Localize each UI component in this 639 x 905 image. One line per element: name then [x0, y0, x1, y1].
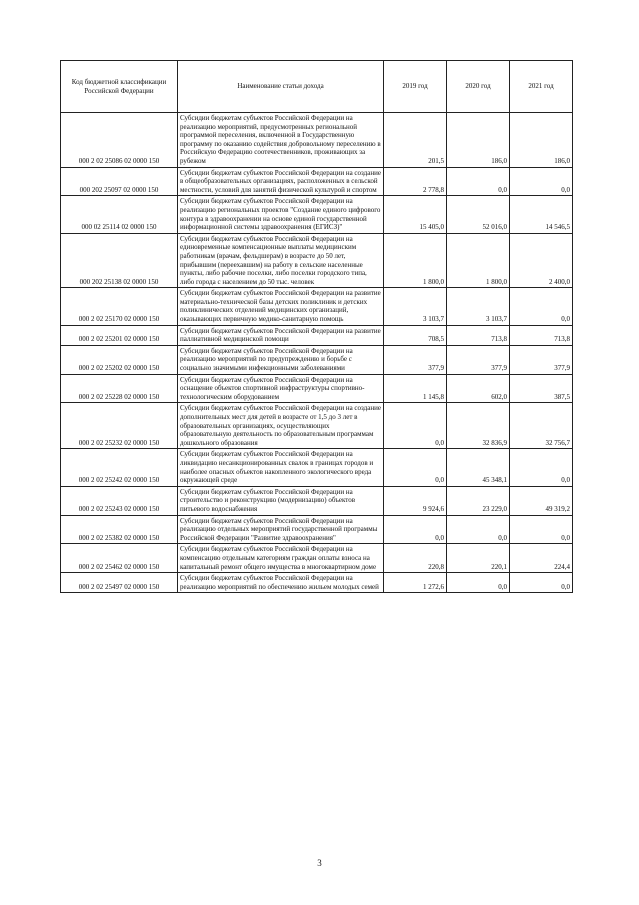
row-value-2020: 377,9 — [447, 345, 510, 374]
row-code: 000 2 02 25201 02 0000 150 — [61, 325, 178, 345]
row-value-2019: 9 924,6 — [384, 486, 447, 515]
table-row — [61, 544, 573, 573]
row-code: 000 2 02 25086 02 0000 150 — [61, 113, 178, 168]
row-value-2021: 186,0 — [510, 113, 573, 168]
table-row — [61, 449, 573, 486]
table-row — [61, 374, 573, 403]
header-name: Наименование статьи дохода — [178, 61, 384, 113]
row-value-2020: 52 016,0 — [447, 196, 510, 233]
row-code: 000 202 25097 02 0000 150 — [61, 167, 178, 196]
row-value-2021: 224,4 — [510, 544, 573, 573]
row-value-2021: 14 546,5 — [510, 196, 573, 233]
row-value-2021: 32 756,7 — [510, 403, 573, 449]
row-value-2020: 1 800,0 — [447, 233, 510, 288]
row-code: 000 2 02 25462 02 0000 150 — [61, 544, 178, 573]
row-name: Субсидии бюджетам субъектов Российской Федерации на создание в общеобразовательных организациях, расположенных в сельской местности, условий для занятий физической культурой и спортом — [178, 167, 384, 196]
row-value-2021: 387,5 — [510, 374, 573, 403]
row-value-2021: 0,0 — [510, 288, 573, 325]
row-value-2020: 23 229,0 — [447, 486, 510, 515]
row-value-2020: 32 836,9 — [447, 403, 510, 449]
row-value-2019: 0,0 — [384, 515, 447, 544]
row-value-2020: 0,0 — [447, 573, 510, 593]
row-code: 000 2 02 25242 02 0000 150 — [61, 449, 178, 486]
row-code: 000 2 02 25228 02 0000 150 — [61, 374, 178, 403]
row-value-2021: 0,0 — [510, 515, 573, 544]
row-name: Субсидии бюджетам субъектов Российской Федерации на компенсацию отдельным категориям граждан оплаты взноса на капитальный ремонт общего имущества в многоквартирном доме — [178, 544, 384, 573]
row-value-2021: 0,0 — [510, 167, 573, 196]
table-row — [61, 486, 573, 515]
row-name: Субсидии бюджетам субъектов Российской Федерации на реализацию региональных проектов "Создание единого цифрового контура в здравоохранении на основе единой государственной информационной системы здравоохранения (ЕГИСЗ)" — [178, 196, 384, 233]
row-value-2020: 3 103,7 — [447, 288, 510, 325]
row-value-2019: 708,5 — [384, 325, 447, 345]
row-name: Субсидии бюджетам субъектов Российской Федерации на создание дополнительных мест для детей в возрасте от 1,5 до 3 лет в образовательных организациях, осуществляющих образовательную деятельность по образовательным программам дошкольного образования — [178, 403, 384, 449]
row-value-2021: 0,0 — [510, 449, 573, 486]
row-name: Субсидии бюджетам субъектов Российской Федерации на реализацию мероприятий по обеспечению жильем молодых семей — [178, 573, 384, 593]
row-name: Субсидии бюджетам субъектов Российской Федерации на единовременные компенсационные выплаты медицинским работникам (врачам, фельдшерам) в возрасте до 50 лет, прибывшим (переехавшим) на работу в сельские населенные пункты, либо рабочие поселки, либо поселки городского типа, либо города с населением до 50 тыс. человек — [178, 233, 384, 288]
row-value-2020: 186,0 — [447, 113, 510, 168]
row-value-2020: 602,0 — [447, 374, 510, 403]
table-header-row — [61, 61, 573, 113]
row-code: 000 2 02 25497 02 0000 150 — [61, 573, 178, 593]
row-value-2020: 220,1 — [447, 544, 510, 573]
row-name: Субсидии бюджетам субъектов Российской Федерации на реализацию мероприятий по предупреждению и борьбе с социально значимыми инфекционными заболеваниями — [178, 345, 384, 374]
row-name: Субсидии бюджетам субъектов Российской Федерации на ликвидацию несанкционированных свалок в границах городов и наиболее опасных объектов накопленного экологического вреда окружающей среде — [178, 449, 384, 486]
row-name: Субсидии бюджетам субъектов Российской Федерации на развитие материально-технической базы детских поликлиник и детских поликлинических отделений медицинских организаций, оказывающих первичную медико-санитарную помощь — [178, 288, 384, 325]
row-value-2019: 0,0 — [384, 403, 447, 449]
row-value-2019: 1 145,8 — [384, 374, 447, 403]
row-value-2021: 713,8 — [510, 325, 573, 345]
table-row — [61, 573, 573, 593]
row-value-2019: 15 405,0 — [384, 196, 447, 233]
table-row — [61, 288, 573, 325]
header-2020: 2020 год — [447, 61, 510, 113]
table-row — [61, 167, 573, 196]
row-value-2020: 713,8 — [447, 325, 510, 345]
table-row — [61, 113, 573, 168]
row-value-2019: 3 103,7 — [384, 288, 447, 325]
table-row — [61, 403, 573, 449]
row-value-2021: 2 400,0 — [510, 233, 573, 288]
row-code: 000 202 25138 02 0000 150 — [61, 233, 178, 288]
table-row — [61, 196, 573, 233]
header-2021: 2021 год — [510, 61, 573, 113]
row-value-2021: 49 319,2 — [510, 486, 573, 515]
row-name: Субсидии бюджетам субъектов Российской Федерации на развитие паллиативной медицинской помощи — [178, 325, 384, 345]
row-value-2019: 201,5 — [384, 113, 447, 168]
budget-table — [60, 60, 573, 593]
row-value-2019: 1 272,6 — [384, 573, 447, 593]
row-code: 000 2 02 25232 02 0000 150 — [61, 403, 178, 449]
page-number: 3 — [317, 858, 322, 868]
row-code: 000 2 02 25382 02 0000 150 — [61, 515, 178, 544]
header-code: Код бюджетной классификации Российской Федерации — [61, 61, 178, 113]
row-value-2020: 0,0 — [447, 167, 510, 196]
row-value-2020: 45 348,1 — [447, 449, 510, 486]
header-2019: 2019 год — [384, 61, 447, 113]
row-code: 000 2 02 25243 02 0000 150 — [61, 486, 178, 515]
row-value-2019: 377,9 — [384, 345, 447, 374]
table-row — [61, 233, 573, 288]
row-value-2019: 220,8 — [384, 544, 447, 573]
row-value-2020: 0,0 — [447, 515, 510, 544]
table-row — [61, 515, 573, 544]
row-value-2019: 2 778,8 — [384, 167, 447, 196]
row-value-2021: 377,9 — [510, 345, 573, 374]
row-value-2019: 1 800,0 — [384, 233, 447, 288]
row-value-2019: 0,0 — [384, 449, 447, 486]
row-name: Субсидии бюджетам субъектов Российской Федерации на строительство и реконструкцию (модернизацию) объектов питьевого водоснабжения — [178, 486, 384, 515]
table-row — [61, 325, 573, 345]
row-name: Субсидии бюджетам субъектов Российской Федерации на реализацию мероприятий, предусмотренных региональной программой переселения, включенной в Государственную программу по оказанию содействия добровольному переселению в Российскую Федерацию соотечественников, проживающих за рубежом — [178, 113, 384, 168]
row-name: Субсидии бюджетам субъектов Российской Федерации на оснащение объектов спортивной инфраструктуры спортивно-технологическим оборудованием — [178, 374, 384, 403]
row-value-2021: 0,0 — [510, 573, 573, 593]
row-code: 000 2 02 25170 02 0000 150 — [61, 288, 178, 325]
row-code: 000 02 25114 02 0000 150 — [61, 196, 178, 233]
row-name: Субсидии бюджетам субъектов Российской Федерации на реализацию отдельных мероприятий государственной программы Российской Федерации "Развитие здравоохранения" — [178, 515, 384, 544]
table-row — [61, 345, 573, 374]
row-code: 000 2 02 25202 02 0000 150 — [61, 345, 178, 374]
